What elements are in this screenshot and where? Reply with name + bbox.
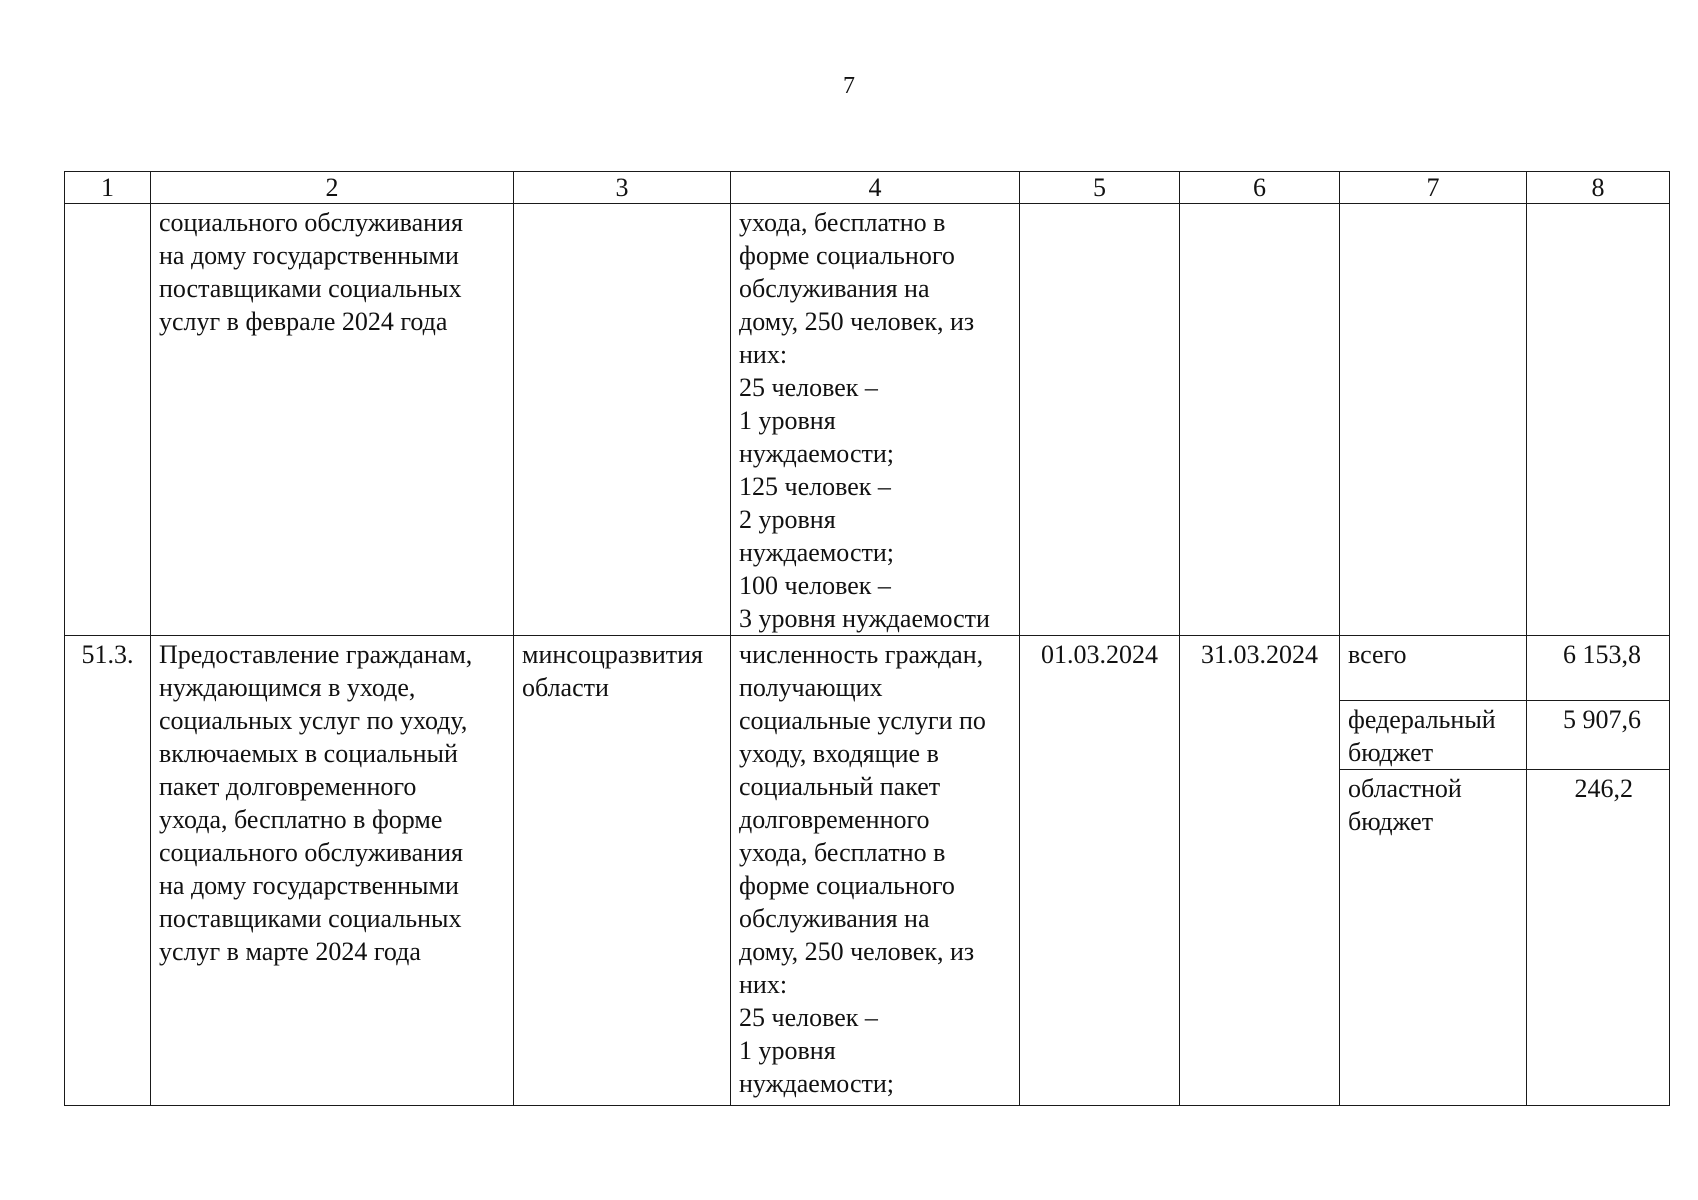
cell-amount xyxy=(1527,204,1670,636)
table-header-row xyxy=(65,172,1670,204)
text-line: всего xyxy=(1348,640,1407,669)
table-row-continuation xyxy=(65,204,1670,636)
text-line: численность граждан, xyxy=(739,640,984,669)
text-line: бюджет xyxy=(1348,807,1434,836)
text-line: пакет долговременного xyxy=(159,772,417,801)
text-line: Предоставление гражданам, xyxy=(159,640,473,669)
text-line: получающих xyxy=(739,673,883,702)
text-line: федеральный xyxy=(1348,705,1496,734)
text-line: поставщиками социальных xyxy=(159,904,462,933)
text-line: 1 уровня xyxy=(739,1036,836,1065)
text-line: ухода, бесплатно в форме xyxy=(159,805,443,834)
cell-executor xyxy=(514,204,731,636)
cell-amount-federal: 5 907,6 xyxy=(1527,701,1670,770)
text-line: нуждаемости; xyxy=(739,1069,894,1098)
table-row-51-3 xyxy=(65,636,1670,701)
text-line: нуждаемости; xyxy=(739,439,894,468)
text-line: области xyxy=(522,673,609,702)
text-line: на дому государственными xyxy=(159,241,459,270)
text-line: форме социального xyxy=(739,241,955,270)
text-line: ухода, бесплатно в xyxy=(739,838,946,867)
cell-amount-regional: 246,2 xyxy=(1527,770,1670,1106)
cell-funding-source-federal xyxy=(1340,701,1527,770)
cell-funding-source-regional xyxy=(1340,770,1527,1106)
text-line: 25 человек – xyxy=(739,1003,878,1032)
text-line: бюджет xyxy=(1348,738,1434,767)
cell-start-date xyxy=(1020,204,1180,636)
cell-indicator xyxy=(731,204,1020,636)
cell-number xyxy=(65,204,151,636)
cell-end-date xyxy=(1180,204,1340,636)
text-line: ухода, бесплатно в xyxy=(739,208,946,237)
column-header: 7 xyxy=(1340,172,1527,204)
column-header: 5 xyxy=(1020,172,1180,204)
text-line: 125 человек – xyxy=(739,472,891,501)
column-header: 6 xyxy=(1180,172,1340,204)
text-line: нуждаемости; xyxy=(739,538,894,567)
text-line: форме социального xyxy=(739,871,955,900)
column-header: 2 xyxy=(151,172,514,204)
text-line: социальных услуг по уходу, xyxy=(159,706,468,735)
cell-description xyxy=(151,204,514,636)
cell-funding-source xyxy=(1340,204,1527,636)
text-line: дому, 250 человек, из xyxy=(739,937,975,966)
cell-description xyxy=(151,636,514,1106)
text-line: 3 уровня нуждаемости xyxy=(739,604,990,633)
text-line: включаемых в социальный xyxy=(159,739,458,768)
text-line: долговременного xyxy=(739,805,930,834)
page-number: 7 xyxy=(843,73,855,99)
text-line: дому, 250 человек, из xyxy=(739,307,975,336)
activities-table xyxy=(64,171,1670,1106)
text-line: них: xyxy=(739,970,788,999)
text-line: социального обслуживания xyxy=(159,208,463,237)
cell-start-date: 01.03.2024 xyxy=(1020,636,1180,1106)
cell-indicator xyxy=(731,636,1020,1106)
cell-funding-source-total xyxy=(1340,636,1527,701)
text-line: нуждающимся в уходе, xyxy=(159,673,416,702)
text-line: них: xyxy=(739,340,788,369)
text-line: обслуживания на xyxy=(739,904,930,933)
cell-executor xyxy=(514,636,731,1106)
cell-number: 51.3. xyxy=(65,636,151,1106)
column-header: 4 xyxy=(731,172,1020,204)
text-line: социальный пакет xyxy=(739,772,941,801)
text-line: услуг в марте 2024 года xyxy=(159,937,421,966)
text-line: 1 уровня xyxy=(739,406,836,435)
cell-amount-total: 6 153,8 xyxy=(1527,636,1670,701)
column-header: 3 xyxy=(514,172,731,204)
text-line: услуг в феврале 2024 года xyxy=(159,307,448,336)
column-header: 8 xyxy=(1527,172,1670,204)
text-line: областной xyxy=(1348,774,1462,803)
text-line: 100 человек – xyxy=(739,571,891,600)
cell-end-date: 31.03.2024 xyxy=(1180,636,1340,1106)
column-header: 1 xyxy=(65,172,151,204)
text-line: социальные услуги по xyxy=(739,706,986,735)
text-line: 2 уровня xyxy=(739,505,836,534)
text-line: обслуживания на xyxy=(739,274,930,303)
text-line: уходу, входящие в xyxy=(739,739,939,768)
text-line: поставщиками социальных xyxy=(159,274,462,303)
text-line: социального обслуживания xyxy=(159,838,463,867)
text-line: 25 человек – xyxy=(739,373,878,402)
text-line: минсоцразвития xyxy=(522,640,703,669)
text-line: на дому государственными xyxy=(159,871,459,900)
